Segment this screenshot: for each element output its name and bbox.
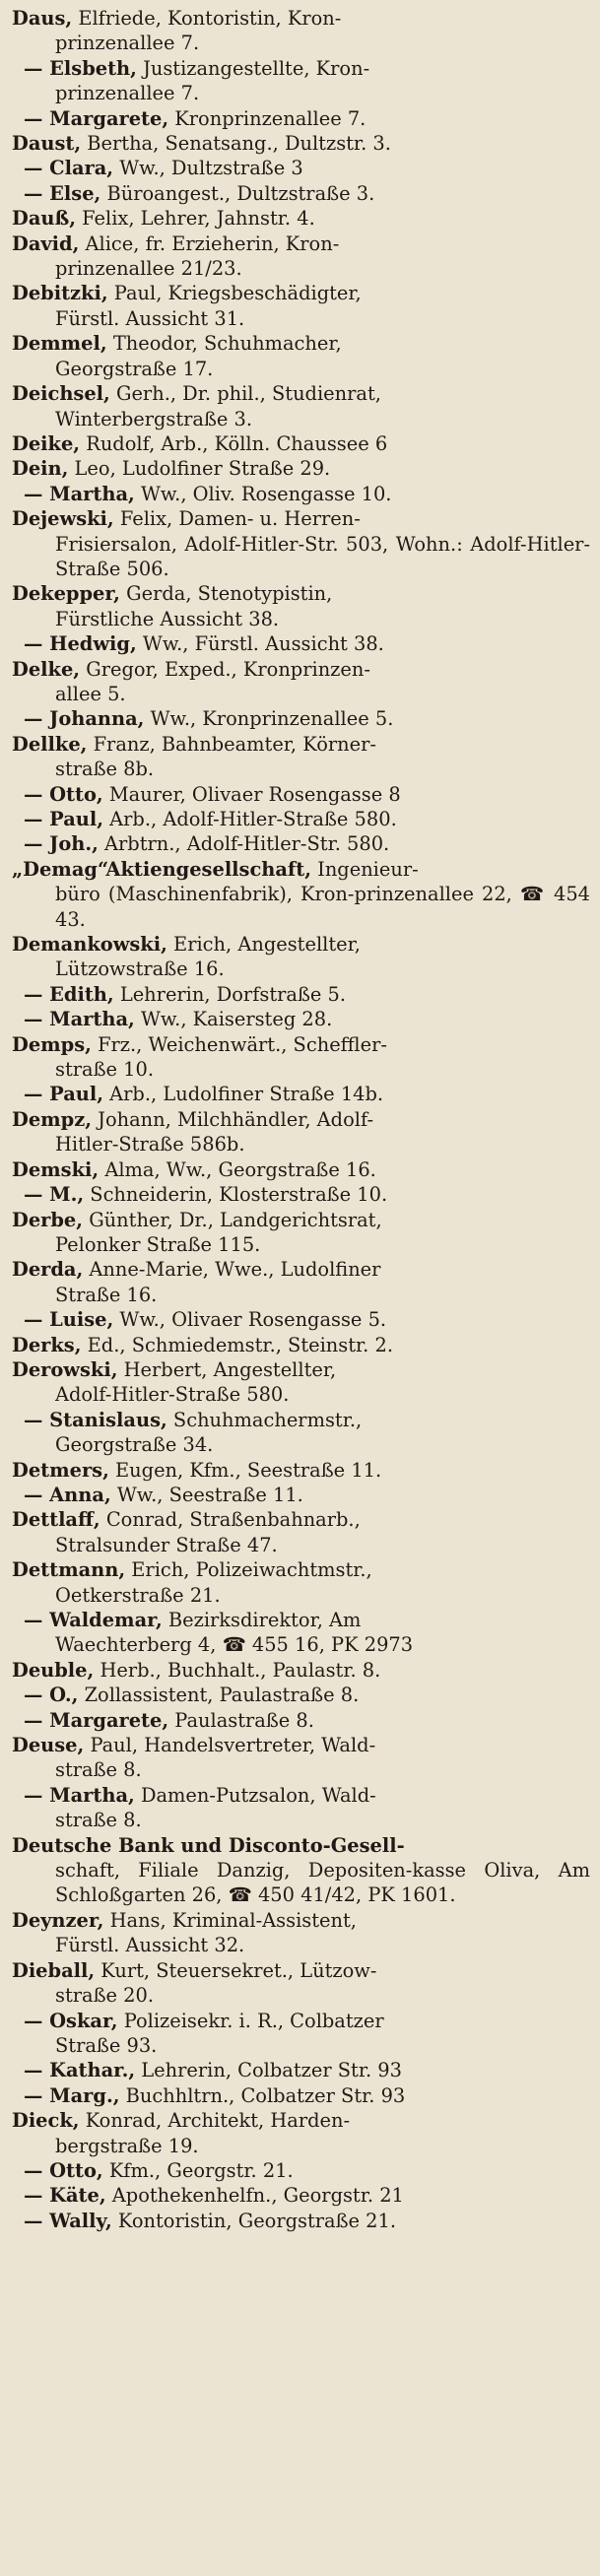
directory-entry [12, 1908, 590, 1958]
entry-continuation: Winterbergstraße 3. [55, 407, 253, 430]
entry-continuation: Frisiersalon, Adolf-Hitler-Str. 503, Wohn.: Adolf-Hitler-Straße 506. [55, 532, 590, 580]
entry-details: Apothekenhelfn., Georgstr. 21 [111, 2184, 404, 2208]
entry-details: Conrad, Straßenbahnarb., [105, 1508, 361, 1532]
entry-details: Elfriede, Kontoristin, Kron- [78, 7, 342, 30]
directory-entry [12, 1557, 590, 1608]
directory-entry [12, 156, 590, 180]
entry-name: Derbe, [12, 1208, 84, 1231]
entry-details: Franz, Bahnbeamter, Körner- [93, 732, 376, 756]
directory-entry [12, 1833, 590, 1908]
entry-details: Felix, Lehrer, Jahnstr. 4. [82, 207, 315, 231]
entry-name: Derda, [12, 1258, 84, 1282]
entry-details: Leo, Ludolfiner Straße 29. [74, 457, 331, 481]
entry-name: — Luise, [24, 1308, 114, 1332]
entry-details: Arbtrn., Adolf-Hitler-Str. 580. [104, 832, 390, 856]
directory-entry [12, 631, 590, 656]
entry-details: Ww., Oliv. Rosengasse 10. [140, 482, 392, 505]
directory-entry [12, 1007, 590, 1031]
directory-entry [12, 56, 590, 106]
entry-details: Ingenieur- [317, 857, 419, 881]
entry-name: Deike, [12, 431, 81, 455]
entry-name: — Margarete, [24, 1708, 169, 1732]
entry-name: — M., [24, 1183, 85, 1207]
entry-name: Derks, [12, 1333, 82, 1356]
entry-name: Dauß, [12, 207, 76, 231]
directory-entry [12, 1733, 590, 1783]
entry-details: Herb., Buchhalt., Paulastr. 8. [100, 1658, 381, 1682]
entry-details: Eugen, Kfm., Seestraße 11. [115, 1458, 382, 1482]
directory-entry [12, 206, 590, 231]
directory-entry [12, 657, 590, 707]
entry-continuation: büro (Maschinenfabrik), Kron-prinzenallee 22, ☎ 454 43. [55, 883, 590, 931]
entry-details: Paul, Kriegsbeschädigter, [113, 282, 362, 305]
entry-details: Schneiderin, Klosterstraße 10. [90, 1183, 388, 1207]
entry-details: Bezirksdirektor, Am [167, 1609, 362, 1631]
entry-continuation: Adolf-Hitler-Straße 580. [55, 1383, 290, 1407]
directory-entry [12, 732, 590, 782]
entry-continuation: bergstraße 19. [55, 2134, 199, 2157]
entry-continuation: Lützowstraße 16. [55, 958, 225, 981]
directory-entry [12, 1783, 590, 1833]
directory-entry [12, 1333, 590, 1357]
entry-name: — Käte, [24, 2184, 106, 2208]
directory-entry [12, 1107, 590, 1157]
entry-name: Dekepper, [12, 582, 120, 606]
entry-continuation: Straße 93. [55, 2033, 158, 2057]
entry-name: — Else, [24, 181, 101, 205]
directory-entry [12, 1483, 590, 1507]
entry-name: — Otto, [24, 2158, 103, 2182]
directory-entry [12, 982, 590, 1007]
directory-entry [12, 181, 590, 206]
entry-name: Delke, [12, 657, 81, 681]
entry-continuation: straße 8b. [55, 758, 155, 781]
directory-entry [12, 1182, 590, 1207]
entry-details: Arb., Adolf-Hitler-Straße 580. [109, 808, 397, 830]
entry-name: — Otto, [24, 782, 103, 806]
entry-continuation: Fürstliche Aussicht 38. [55, 607, 280, 630]
entry-continuation: allee 5. [55, 682, 126, 705]
entry-details: Theodor, Schuhmacher, [112, 332, 342, 356]
directory-entry [12, 1958, 590, 2009]
entry-details: Konrad, Architekt, Harden- [85, 2109, 351, 2133]
entry-name: Dempz, [12, 1107, 92, 1131]
entry-name: Dettmann, [12, 1558, 126, 1582]
entry-name: Daus, [12, 7, 73, 30]
entry-name: „Demag“Aktiengesellschaft, [12, 857, 311, 881]
directory-entry [12, 581, 590, 631]
directory-entry [12, 506, 590, 581]
directory-entry [12, 1032, 590, 1083]
directory-entry [12, 1157, 590, 1182]
entry-continuation: straße 8. [55, 1809, 142, 1832]
entry-continuation: Fürstl. Aussicht 31. [55, 306, 245, 330]
directory-entry [12, 281, 590, 331]
entry-continuation: prinzenallee 21/23. [55, 257, 242, 281]
entry-name: — Clara, [24, 157, 114, 180]
entry-details: Erich, Polizeiwachtmstr., [131, 1558, 372, 1582]
entry-continuation: straße 8. [55, 1758, 142, 1782]
entry-name: — Paul, [24, 1083, 103, 1106]
directory-entry [12, 456, 590, 481]
entry-continuation: schaft, Filiale Danzig, Depositen-kasse Oliva, Am Schloßgarten 26, ☎ 450 41/42, PK 1601. [55, 1859, 590, 1907]
entry-name: Derowski, [12, 1357, 118, 1381]
directory-entry [12, 1257, 590, 1307]
entry-details: Ww., Dultzstraße 3 [119, 157, 303, 180]
directory-entry [12, 2108, 590, 2158]
entry-details: Gerh., Dr. phil., Studienrat, [115, 382, 381, 406]
entry-name: — Elsbeth, [24, 56, 137, 80]
entry-name: — Oskar, [24, 2009, 118, 2032]
entry-continuation: straße 20. [55, 1984, 155, 2008]
directory-entry [12, 857, 590, 932]
entry-continuation: Waechterberg 4, ☎ 455 16, PK 2973 [55, 1633, 414, 1657]
directory-entry [12, 1408, 590, 1458]
entry-details: Ww., Seestraße 11. [116, 1483, 303, 1506]
entry-details: Kronprinzenallee 7. [174, 106, 367, 130]
entry-details: Ed., Schmiedemstr., Steinstr. 2. [87, 1333, 394, 1356]
directory-entry [12, 1357, 590, 1408]
directory-entry [12, 6, 590, 56]
entry-name: Deutsche Bank und Disconto-Gesell- [12, 1833, 405, 1857]
entry-name: Demski, [12, 1157, 100, 1181]
entry-continuation: Fürstl. Aussicht 32. [55, 1934, 245, 1957]
entry-name: — Margarete, [24, 106, 169, 130]
entry-continuation: Straße 16. [55, 1283, 158, 1306]
entry-details: Gerda, Stenotypistin, [126, 582, 333, 606]
entry-details: Büroangest., Dultzstraße 3. [106, 181, 375, 205]
entry-name: Dein, [12, 457, 69, 481]
entry-name: — Johanna, [24, 707, 145, 731]
directory-entry [12, 2209, 590, 2233]
entry-name: Deynzer, [12, 1908, 104, 1932]
entry-name: David, [12, 231, 80, 255]
entry-name: Deichsel, [12, 382, 110, 406]
entry-name: — Martha, [24, 1783, 135, 1807]
directory-entry [12, 331, 590, 381]
entry-name: Demankowski, [12, 933, 167, 957]
entry-details: Günther, Dr., Landgerichtsrat, [89, 1208, 382, 1231]
entry-continuation: straße 10. [55, 1058, 155, 1082]
entry-details: Rudolf, Arb., Kölln. Chaussee 6 [86, 431, 388, 455]
entry-details: Alma, Ww., Georgstraße 16. [104, 1157, 376, 1181]
entry-continuation: Georgstraße 34. [55, 1433, 214, 1457]
directory-entry [12, 1658, 590, 1683]
entry-name: Dettlaff, [12, 1508, 100, 1532]
directory-entry [12, 782, 590, 807]
entry-details: Alice, fr. Erzieherin, Kron- [85, 231, 340, 255]
entry-details: Kurt, Steuersekret., Lützow- [100, 1958, 377, 1982]
directory-entry [12, 932, 590, 982]
entry-details: Paul, Handelsvertreter, Wald- [90, 1734, 376, 1757]
entry-name: — Wally, [24, 2209, 112, 2232]
entry-details: Buchhltrn., Colbatzer Str. 93 [125, 2083, 406, 2107]
entry-continuation: Hitler-Straße 586b. [55, 1133, 245, 1156]
entry-details: Ww., Olivaer Rosengasse 5. [119, 1308, 387, 1332]
entry-name: Debitzki, [12, 282, 108, 305]
entry-continuation: Oetkerstraße 21. [55, 1583, 221, 1607]
directory-entry [12, 2083, 590, 2108]
entry-name: Detmers, [12, 1458, 109, 1482]
directory-entry [12, 2158, 590, 2183]
entry-continuation: prinzenallee 7. [55, 82, 200, 105]
directory-entry [12, 2183, 590, 2208]
directory-entry [12, 2009, 590, 2059]
entry-details: Zollassistent, Paulastraße 8. [84, 1684, 360, 1707]
entry-details: Anne-Marie, Wwe., Ludolfiner [89, 1258, 381, 1282]
directory-entry [12, 1082, 590, 1106]
entry-name: — Joh., [24, 832, 99, 856]
directory-entry [12, 231, 590, 282]
entry-details: Bertha, Senatsang., Dultzstr. 3. [87, 132, 391, 156]
entry-details: Erich, Angestellter, [173, 933, 361, 957]
entry-details: Frz., Weichenwärt., Scheffler- [98, 1032, 387, 1056]
directory-entry [12, 807, 590, 831]
entry-name: Demps, [12, 1032, 92, 1056]
entry-details: Kfm., Georgstr. 21. [108, 2158, 294, 2182]
entry-name: Deuse, [12, 1734, 85, 1757]
entry-name: — O., [24, 1684, 79, 1707]
entry-details: Arb., Ludolfiner Straße 14b. [109, 1083, 384, 1106]
directory-entry [12, 1683, 590, 1707]
entry-name: Deuble, [12, 1658, 95, 1682]
entry-continuation: Stralsunder Straße 47. [55, 1533, 278, 1556]
directory-entry [12, 2058, 590, 2082]
entry-details: Ww., Fürstl. Aussicht 38. [142, 632, 384, 656]
entry-details: Paulastraße 8. [174, 1708, 314, 1732]
entry-name: — Martha, [24, 482, 135, 505]
directory-entry [12, 431, 590, 456]
entry-details: Polizeisekr. i. R., Colbatzer [123, 2009, 384, 2032]
entry-name: — Paul, [24, 808, 103, 830]
directory-entry [12, 706, 590, 731]
entry-name: Daust, [12, 132, 82, 156]
entry-name: Dieball, [12, 1958, 96, 1982]
entry-name: Dejewski, [12, 507, 114, 531]
entry-details: Felix, Damen- u. Herren- [119, 507, 361, 531]
entry-continuation: Georgstraße 17. [55, 357, 214, 380]
directory-entry [12, 482, 590, 506]
directory-entry [12, 1458, 590, 1483]
entry-details: Schuhmachermstr., [172, 1408, 363, 1431]
entry-details: Herbert, Angestellter, [123, 1357, 337, 1381]
directory-entry [12, 831, 590, 856]
entry-continuation: prinzenallee 7. [55, 32, 200, 55]
entry-details: Lehrerin, Dorfstraße 5. [119, 982, 347, 1006]
entry-name: — Anna, [24, 1483, 111, 1506]
entry-name: — Edith, [24, 982, 114, 1006]
entry-details: Kontoristin, Georgstraße 21. [117, 2209, 397, 2232]
directory-entry [12, 1708, 590, 1733]
entry-name: — Stanislaus, [24, 1408, 167, 1431]
directory-entry [12, 1608, 590, 1658]
entry-continuation: Pelonker Straße 115. [55, 1232, 261, 1256]
entry-details: Damen-Putzsalon, Wald- [140, 1783, 376, 1807]
directory-entry [12, 1208, 590, 1258]
entry-name: — Waldemar, [24, 1609, 163, 1631]
entry-name: — Hedwig, [24, 632, 137, 656]
directory-entry [12, 1307, 590, 1332]
entry-details: Hans, Kriminal-Assistent, [109, 1908, 357, 1932]
entry-details: Justizangestellte, Kron- [143, 56, 370, 80]
directory-entry [12, 1507, 590, 1557]
entry-details: Maurer, Olivaer Rosengasse 8 [108, 782, 401, 806]
directory-entry [12, 381, 590, 431]
directory-entry [12, 106, 590, 131]
entry-details: Gregor, Exped., Kronprinzen- [86, 657, 370, 681]
entry-details: Johann, Milchhändler, Adolf- [98, 1107, 373, 1131]
directory-entry [12, 131, 590, 156]
entry-details: Lehrerin, Colbatzer Str. 93 [141, 2059, 402, 2082]
entry-name: — Marg., [24, 2083, 120, 2107]
entry-name: — Martha, [24, 1008, 135, 1031]
entry-name: Dieck, [12, 2109, 80, 2133]
entry-details: Ww., Kronprinzenallee 5. [150, 707, 394, 731]
entry-name: Demmel, [12, 332, 107, 356]
entry-name: Dellke, [12, 732, 88, 756]
entry-name: — Kathar., [24, 2059, 136, 2082]
entry-details: Ww., Kaisersteg 28. [140, 1008, 333, 1031]
